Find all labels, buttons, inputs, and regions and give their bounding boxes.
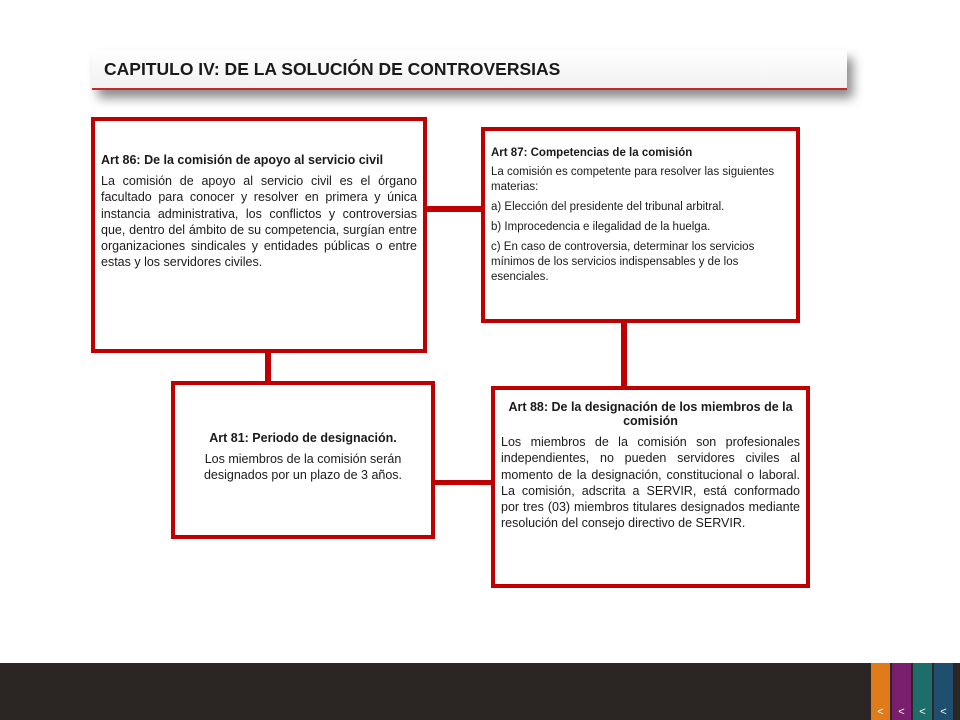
chevron-left-icon: < bbox=[919, 706, 926, 718]
box-art-86 bbox=[91, 117, 427, 353]
footer-bar bbox=[0, 663, 960, 720]
box-art-87 bbox=[481, 127, 800, 323]
box-art-88-heading: Art 88: De la designación de los miembros de la comisión bbox=[508, 400, 793, 428]
box-art-81-body: Los miembros de la comisión serán designados por un plazo de 3 años. bbox=[203, 452, 403, 483]
box-art-87-item-a: a) Elección del presidente del tribunal arbitral. bbox=[491, 200, 725, 213]
footer-stripe-orange bbox=[871, 663, 890, 720]
page-title: CAPITULO IV: DE LA SOLUCIÓN DE CONTROVERSIAS bbox=[104, 59, 561, 79]
title-bar bbox=[92, 50, 847, 90]
connector-87-88 bbox=[621, 323, 627, 386]
footer-stripe-blue bbox=[934, 663, 953, 720]
connector-86-81 bbox=[265, 353, 271, 381]
box-art-88 bbox=[491, 386, 810, 588]
chevron-left-icon: < bbox=[898, 706, 905, 718]
footer-stripe-teal bbox=[913, 663, 932, 720]
box-art-86-body: La comisión de apoyo al servicio civil es el órgano facultado para conocer y resolver en primera y única instancia administrativa, los conflictos y controversias que, dentro del ámbito de su competencia, surgían entre organizaciones sindicales y entidades públicas o entre estas y los servidores civiles. bbox=[101, 174, 417, 270]
box-art-87-heading: Art 87: Competencias de la comisión bbox=[491, 147, 693, 159]
connector-86-87 bbox=[427, 206, 481, 212]
chevron-left-icon: < bbox=[940, 706, 947, 718]
box-art-87-item-c: c) En caso de controversia, determinar los servicios mínimos de los servicios indispensables y de los esenciales. bbox=[491, 240, 755, 283]
box-art-87-intro: La comisión es competente para resolver las siguientes materias: bbox=[491, 166, 775, 193]
connector-81-88 bbox=[435, 480, 491, 485]
box-art-88-body: Los miembros de la comisión son profesionales independientes, no pueden servidores civiles al momento de la designación, constitucional o laboral. La comisión, adscrita a SERVIR, está conformado por tres (03) miembros titulares designados mediante resolución del consejo directivo de SERVIR. bbox=[501, 435, 800, 531]
box-art-87-item-b: b) Improcedencia e ilegalidad de la huelga. bbox=[491, 220, 711, 233]
box-art-81 bbox=[171, 381, 435, 539]
box-art-81-heading: Art 81: Periodo de designación. bbox=[209, 431, 397, 445]
box-art-86-heading: Art 86: De la comisión de apoyo al servicio civil bbox=[101, 153, 384, 167]
chevron-left-icon: < bbox=[877, 706, 884, 718]
footer-stripe-purple bbox=[892, 663, 911, 720]
